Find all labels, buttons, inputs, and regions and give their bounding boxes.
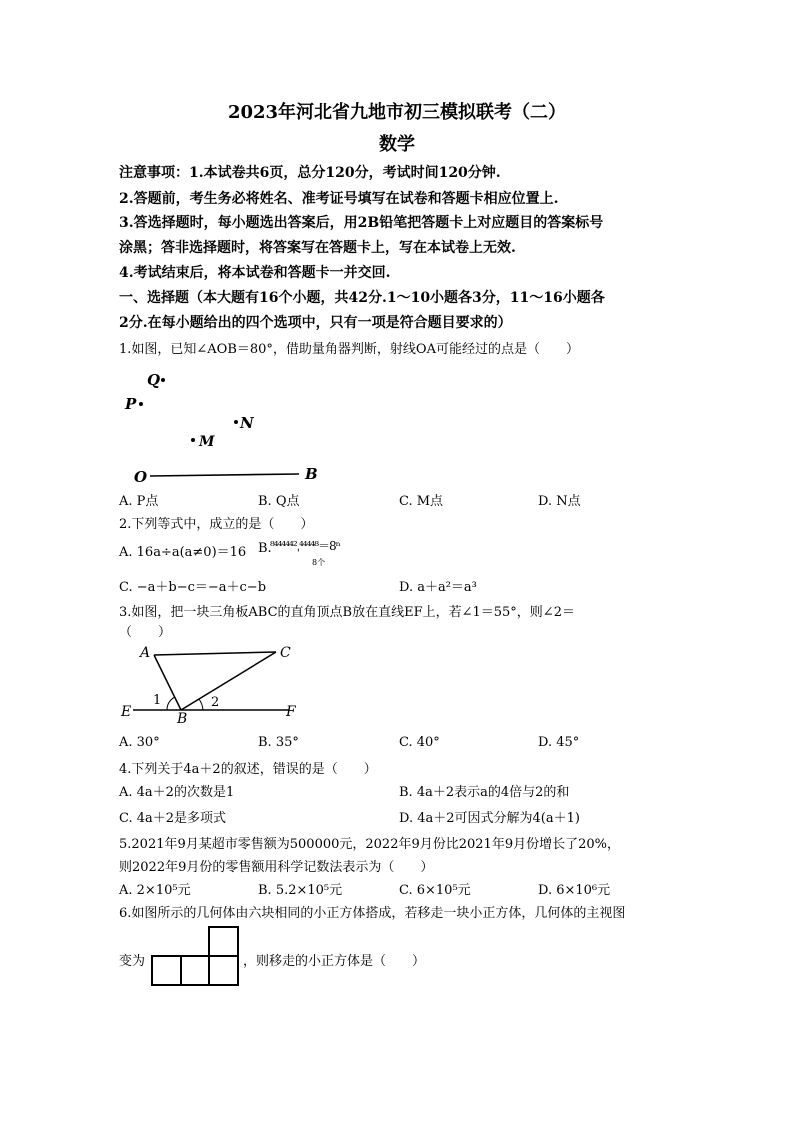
q6-stem-pre: 变为 <box>119 954 146 969</box>
label-o: O <box>134 468 148 485</box>
label-e: E <box>121 704 132 720</box>
note-line-3b: 涂黑；答非选择题时，将答案写在答题卡上，写在本试卷上无效. <box>119 240 516 256</box>
q4-option-a: A. 4a＋2的次数是1 <box>119 785 235 800</box>
label-angle-1: 1 <box>153 693 162 708</box>
label-n: N <box>240 414 254 432</box>
label-f: F <box>286 704 296 720</box>
label-c: C <box>280 645 291 661</box>
q1-figure <box>119 360 339 485</box>
q2-option-b-subscript: 8个 <box>312 558 326 567</box>
label-angle-2: 2 <box>211 695 220 710</box>
note-line-2: 2.答题前，考生务必将姓名、准考证号填写在试卷和答题卡相应位置上. <box>119 191 559 207</box>
note-line-1: 注意事项：1.本试卷共6页，总分120分，考试时间120分钟. <box>119 165 501 181</box>
q6-front-view-figure <box>150 925 242 987</box>
q5-stem: 5.2021年9月某超市零售额为500000元，2022年9月份比2021年9月份增长了20%， <box>119 837 620 852</box>
q2-option-b-formula: ⁸⁴⁴⁴⁴⁴²ˌ⁴⁴⁴⁴⁸＝8ⁿ <box>270 539 340 553</box>
angle-2-arc <box>199 699 203 710</box>
q6-stem-post: ，则移走的小正方体是（ ） <box>243 954 426 969</box>
page-title: 2023年河北省九地市初三模拟联考（二） <box>227 102 567 123</box>
q2-stem: 2.下列等式中，成立的是（ ） <box>119 517 314 532</box>
note-line-3: 3.答选择题时，每小题选出答案后，用2B铅笔把答题卡上对应题目的答案标号 <box>119 215 604 231</box>
q3-option-d: D. 45° <box>538 735 580 750</box>
q2-option-b-prefix: B. <box>258 541 272 556</box>
label-a: A <box>140 645 151 661</box>
label-b3: B <box>177 711 188 725</box>
q1-stem: 1.如图，已知∠AOB＝80°，借助量角器判断，射线OA可能经过的点是（ ） <box>119 342 579 357</box>
q4-option-c: C. 4a＋2是多项式 <box>119 811 227 826</box>
q6-stem: 6.如图所示的几何体由六块相同的小正方体搭成，若移走一块小正方体，几何体的主视图 <box>119 906 626 921</box>
q1-option-a: A. P点 <box>119 494 159 509</box>
side-ac <box>154 652 276 655</box>
side-bc <box>181 652 276 710</box>
label-m: M <box>199 434 215 450</box>
cube-bottom-1 <box>152 956 181 985</box>
q5-option-c: C. 6×10⁵元 <box>399 883 471 898</box>
q4-stem: 4.下列关于4a＋2的叙述，错误的是（ ） <box>119 762 377 777</box>
point-p-dot <box>139 402 143 406</box>
q3-stem-2: （ ） <box>119 625 172 640</box>
section-heading-1: 一、选择题（本大题有16个小题，共42分.1～10小题各3分，11～16小题各 <box>119 290 605 306</box>
q2-option-d: D. a＋a²＝a³ <box>399 580 477 595</box>
q3-option-b: B. 35° <box>258 735 299 750</box>
q2-option-c: C. −a＋b−c＝−a＋c−b <box>119 580 267 595</box>
q1-option-d: D. N点 <box>538 494 581 509</box>
section-heading-2: 2分.在每小题给出的四个选项中，只有一项是符合题目要求的） <box>119 315 512 331</box>
q4-option-b: B. 4a＋2表示a的4倍与2的和 <box>399 785 570 800</box>
angle-1-arc <box>167 697 175 710</box>
q1-option-c: C. M点 <box>399 494 444 509</box>
note-line-4: 4.考试结束后，将本试卷和答题卡一并交回. <box>119 265 391 281</box>
q5-option-b: B. 5.2×10⁵元 <box>258 883 343 898</box>
label-b: B <box>305 465 318 483</box>
point-q-dot <box>161 378 165 382</box>
q3-option-c: C. 40° <box>399 735 440 750</box>
cube-bottom-2 <box>181 956 209 985</box>
q3-figure <box>119 640 319 725</box>
point-n-dot <box>234 420 238 424</box>
label-q: Q <box>147 371 161 389</box>
q3-option-a: A. 30° <box>119 735 160 750</box>
q2-option-a: A. 16a÷a(a≠0)＝16 <box>119 545 247 560</box>
q5-option-a: A. 2×10⁵元 <box>119 883 191 898</box>
q5-option-d: D. 6×10⁶元 <box>538 883 611 898</box>
q4-option-d: D. 4a＋2可因式分解为4(a＋1) <box>399 811 580 826</box>
ray-ob <box>150 474 299 476</box>
label-p: P <box>125 395 137 413</box>
point-m-dot <box>191 438 195 442</box>
q5-stem-2: 则2022年9月份的零售额用科学记数法表示为（ ） <box>119 860 434 875</box>
cube-top <box>209 927 238 956</box>
subject-title: 数学 <box>379 134 415 155</box>
q3-stem: 3.如图，把一块三角板ABC的直角顶点B放在直线EF上，若∠1＝55°，则∠2＝ <box>119 605 575 620</box>
cube-bottom-3 <box>209 956 238 985</box>
q1-option-b: B. Q点 <box>258 494 300 509</box>
